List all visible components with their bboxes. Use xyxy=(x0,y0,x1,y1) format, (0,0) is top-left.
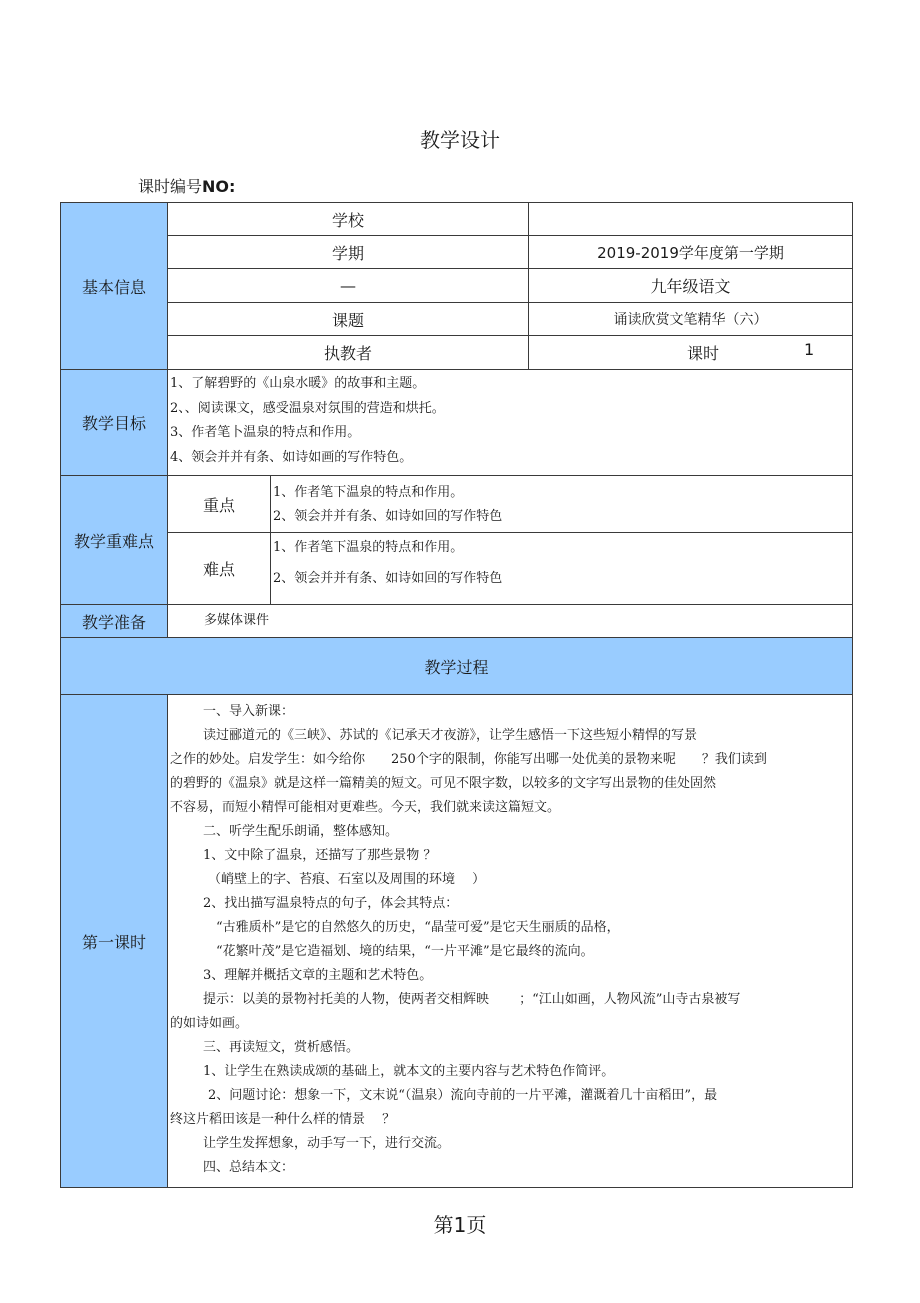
semester-label: 学期 xyxy=(167,235,529,269)
process-line: 读过郦道元的《三峡》、苏试的《记承天才夜游》，让学生感悟一下这些短小精悍的写景 xyxy=(203,728,698,743)
preparation-value: 多媒体课件 xyxy=(204,613,270,628)
page-number xyxy=(0,1209,920,1238)
process-line: 的碧野的《温泉》就是这样一篇精美的短文。可见不限字数，以较多的文字写出景物的佳处固然 xyxy=(170,776,717,791)
focus-item: 2、领会并并有条、如诗如回的写作特色 xyxy=(273,509,503,524)
process-header: 教学过程 xyxy=(60,637,853,695)
semester-value: 2019-2019学年度第一学期 xyxy=(528,235,853,269)
process-line: 三、再读短文，赏析感悟。 xyxy=(203,1040,360,1055)
preparation-label: 教学准备 xyxy=(60,604,168,638)
page-title: 教学设计 xyxy=(420,128,500,152)
objective-item: 1、了解碧野的《山泉水暖》的故事和主题。 xyxy=(170,376,426,391)
focus-item: 1、作者笔下温泉的特点和作用。 xyxy=(273,485,464,500)
process-line: 四、总结本文： xyxy=(203,1160,295,1175)
teacher-label: 执教者 xyxy=(167,335,529,370)
process-line: 之作的妙处。启发学生：如今给你 250个字的限制，你能写出哪一处优美的景物来呢 ？我们读到 xyxy=(170,752,767,767)
lesson-number-label: 课时编号 xyxy=(138,177,203,196)
lesson-number xyxy=(138,174,235,197)
process-line: “古雅质朴”是它的自然悠久的历史，“晶莹可爱”是它天生丽质的品格， xyxy=(216,920,620,935)
focus-label: 重点 xyxy=(167,475,271,533)
page-number-suffix: 页 xyxy=(466,1213,487,1237)
process-line: 终这片稻田该是一种什么样的情景 ？ xyxy=(170,1112,396,1127)
process-line: 1、让学生在熟读成颂的基础上，就本文的主要内容与艺术特色作简评。 xyxy=(203,1064,615,1079)
process-line: 1、文中除了温泉，还描写了那些景物 ？ xyxy=(203,848,437,863)
process-line: 3、理解并概括文章的主题和艺术特色。 xyxy=(203,968,433,983)
process-line: 不容易，而短小精悍可能相对更难些。今天，我们就来读这篇短文。 xyxy=(170,800,561,815)
difficulty-label: 难点 xyxy=(167,532,271,605)
process-line: 的如诗如画。 xyxy=(170,1016,249,1031)
process-line: 让学生发挥想象，动手写一下，进行交流。 xyxy=(203,1136,451,1151)
difficulty-item: 2、领会并并有条、如诗如回的写作特色 xyxy=(273,571,503,586)
first-lesson-label: 第一课时 xyxy=(60,694,168,1188)
topic-label: 课题 xyxy=(167,302,529,336)
process-line: 2、找出描写温泉特点的句子，体会其特点： xyxy=(203,896,459,911)
school-label: 学校 xyxy=(167,202,529,236)
process-line: 2、问题讨论：想象一下，文末说“（温泉）流向寺前的一片平滩，灌溉着几十亩稻田”，最 xyxy=(208,1088,718,1103)
process-line: “花繁叶茂”是它造福划、境的结果，“一片平滩”是它最终的流向。 xyxy=(216,944,594,959)
difficulty-item: 1、作者笔下温泉的特点和作用。 xyxy=(273,540,464,555)
period-value: 1 xyxy=(804,340,815,359)
objective-item: 4、领会并并有条、如诗如画的写作特色。 xyxy=(170,450,413,465)
page-number-prefix: 第 xyxy=(433,1213,454,1237)
period-cell xyxy=(528,335,853,370)
topic-value: 诵读欣赏文笔精华（六） xyxy=(528,302,853,336)
basic-info-label: 基本信息 xyxy=(60,202,168,370)
process-line: （峭壁上的字、苔痕、石室以及周围的环境 ） xyxy=(208,872,486,887)
process-line: 一、导入新课： xyxy=(203,704,295,719)
period-label: 课时 xyxy=(687,344,720,363)
first-lesson-content xyxy=(167,694,853,1188)
page-number-value: 1 xyxy=(453,1213,467,1237)
preparation-content xyxy=(167,604,853,638)
objectives-label: 教学目标 xyxy=(60,369,168,476)
key-points-label: 教学重难点 xyxy=(60,475,168,605)
lesson-number-suffix: NO: xyxy=(202,177,236,196)
grade-label: — xyxy=(167,268,529,303)
school-value xyxy=(528,202,853,236)
grade-value: 九年级语文 xyxy=(528,268,853,303)
process-line: 二、听学生配乐朗诵，整体感知。 xyxy=(203,824,399,839)
focus-content xyxy=(270,475,853,533)
process-line: 提示：以美的景物衬托美的人物，使两者交相辉映 ；“江山如画，人物风流”山寺古泉被写 xyxy=(203,992,741,1007)
objective-item: 2、、阅读课文，感受温泉对氛围的营造和烘托。 xyxy=(170,401,445,416)
objective-item: 3、作者笔卜温泉的特点和作用。 xyxy=(170,425,361,440)
difficulty-content xyxy=(270,532,853,605)
objectives-content xyxy=(167,369,853,476)
